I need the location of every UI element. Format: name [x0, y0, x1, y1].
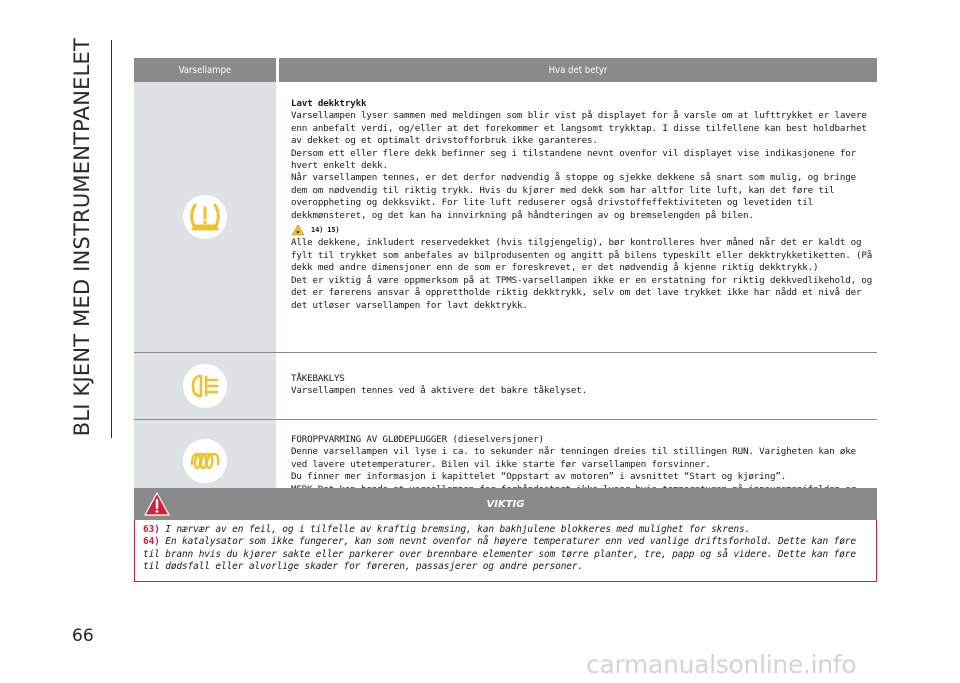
row-heading: Lavt dekktrykk — [291, 98, 367, 109]
item-number: 63) — [143, 524, 160, 535]
glow-plug-icon — [183, 439, 227, 483]
row-heading: FOROPPVARMING AV GLØDEPLUGGER (dieselversjoner) — [291, 434, 544, 445]
paragraph: Varsellampen tennes ved å aktivere det bakre tåkelyset. — [291, 385, 587, 397]
item-number: 64) — [143, 536, 160, 548]
paragraph: Du finner mer informasjon i kapittelet “Oppstart av motoren” i avsnittet “Start og kjøring”. — [291, 471, 787, 483]
meaning-cell — [279, 82, 877, 352]
important-box — [134, 488, 877, 582]
page-number: 66 — [72, 626, 94, 646]
item-text: I nærvær av en feil, og i tilfelle av kraftig bremsing, kan bakhjulene blokkeres med mulighet for skrens. — [165, 524, 751, 535]
watermark: carmanualsonline.info — [586, 650, 857, 679]
important-body — [134, 520, 877, 582]
paragraph: Denne varsellampen vil lyse i ca. to sekunder når tenningen dreies til stillingen RUN. Varigheten kan øke ved lavere utetemperaturer. Bilen vil ikke starte før varsellampen forsvinner. — [291, 446, 857, 470]
important-title: VIKTIG — [486, 498, 525, 510]
lamp-cell — [134, 353, 276, 419]
column-header-lamp: Varsellampe — [134, 58, 276, 82]
important-item — [143, 536, 868, 573]
row-heading: TÅKEBAKLYS — [291, 373, 345, 384]
meaning-cell — [279, 353, 877, 419]
tire-pressure-warning-icon — [183, 195, 227, 239]
paragraph: Dersom ett eller flere dekk befinner seg i tilstandene nevnt ovenfor vil displayet vise indikasjonene for hvert enkelt dekk. — [291, 147, 857, 172]
table-row-low-tire-pressure — [134, 82, 877, 353]
paragraph: Alle dekkene, inkludert reservedekket (hvis tilgjengelig), bør kontrolleres hver måned når det er kaldt og fylt til trykket som anbefales av bilprodusenten og angitt på bilens typeskilt eller dekktrykketiketten. (På dekk med andre dimensjoner enn de som er foreskrevet, er det nødvendig å kjenne riktig dekktrykk.) — [291, 237, 873, 274]
chapter-title-text: BLI KJENT MED INSTRUMENTPANELET — [70, 38, 94, 437]
column-header-meaning: Hva det betyr — [279, 58, 877, 82]
warning-triangle-icon — [144, 492, 170, 516]
table-row-rear-fog-light — [134, 353, 877, 420]
reference-line — [291, 224, 873, 236]
rear-fog-light-icon — [183, 364, 227, 408]
paragraph: Når varsellampen tennes, er det derfor nødvendig å stoppe og sjekke dekkene så snart som mulig, og bringe dem om nødvendig til riktig trykk. Hvis du kjører med dekk som har altfor lite luft, kan det føre til overoppheting og dekksvikt. For lite luft reduserer også drivstoffeffektiviteten og levetiden til dekkmønsteret, og det kan ha innvirkning på håndteringen av og bremselengden på bilen. — [291, 172, 857, 221]
chapter-title — [62, 38, 102, 438]
important-item — [143, 524, 868, 536]
important-header — [134, 488, 877, 520]
paragraph: Det er viktig å være oppmerksom på at TPMS-varsellampen ikke er en erstatning for riktig dekkvedlikehold, og det er førerens ansvar å opprettholde riktig dekktrykk, selv om det lave trykket ikke har nådd et nivå der det utløser varsellampen for lavt dekktrykk. — [291, 274, 873, 311]
table-header — [134, 58, 877, 82]
chapter-divider — [111, 40, 112, 438]
warning-lamp-table — [134, 58, 877, 503]
footnote-references: 14) 15) — [311, 226, 340, 235]
item-text: En katalysator som ikke fungerer, kan som nevnt ovenfor nå høyere temperaturer enn ved vanlige driftsforhold. Dette kan føre til brann hvis du kjører sakte eller parkerer over brennbare elementer som tørre planter, tre, papp og så videre. Dette kan føre til dødsfall eller alvorlige skader for føreren, passasjerer og andre personer. — [143, 536, 856, 572]
lamp-cell — [134, 82, 276, 352]
caution-hand-icon — [291, 224, 305, 236]
paragraph: Varsellampen lyser sammen med meldingen som blir vist på displayet for å varsle om at lufttrykket er lavere enn anbefalt verdi, og/eller at det forekommer et langsomt trykktap. I disse tilfellene kan best holdbarhet av dekket og et optimalt drivstofforbruk ikke garanteres. — [291, 110, 867, 147]
